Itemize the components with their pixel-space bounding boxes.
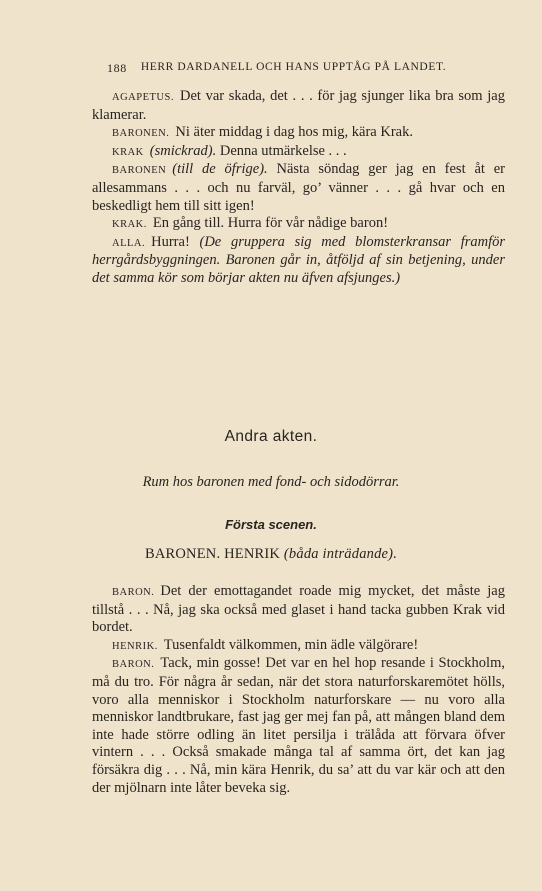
act-setting: Rum hos baronen med fond- och sidodörrar. — [142, 474, 400, 490]
dialogue-line — [92, 88, 505, 124]
speaker-name: BARON. — [112, 659, 155, 671]
speaker-name: ALLA. — [112, 237, 146, 249]
dialogue-line — [92, 655, 505, 797]
stage-direction: (till de öfrige). — [172, 161, 268, 178]
scene-cast — [0, 546, 542, 563]
act-title: Andra akten. — [224, 428, 318, 445]
speaker-name: AGAPETUS. — [112, 92, 174, 103]
dialogue-line — [92, 124, 505, 143]
line-text: Denna utmärkelse . . . — [219, 142, 347, 159]
dialogue-line — [92, 143, 505, 162]
stage-direction: (båda inträdande). — [283, 546, 398, 562]
speaker-name: BARONEN — [112, 165, 167, 177]
line-text: Nästa söndag ger jag en fest åt er allesammans . . . och nu farväl, go’ vänner . . . gå hvar och en beskedligt hem till sitt igen! — [92, 161, 506, 214]
dialogue-line — [92, 215, 505, 234]
page-number: 188 — [107, 61, 127, 75]
speaker-name: BARONEN. — [112, 128, 170, 140]
scene-title: Första scenen. — [225, 517, 317, 532]
line-text: Hurra! — [151, 233, 190, 250]
dialogue-line — [92, 583, 505, 637]
line-text: Det var skada, det . . . för jag sjunger lika bra som jag klamerar. — [92, 88, 505, 123]
speaker-name: KRAK. — [112, 219, 147, 231]
running-header — [107, 61, 480, 76]
line-text: En gång till. Hurra för vår nådige baron! — [152, 215, 389, 232]
line-text: Ni äter middag i dag hos mig, kära Krak. — [175, 124, 413, 141]
running-title: HERR DARDANELL OCH HANS UPPTÅG PÅ LANDET. — [140, 61, 447, 73]
speaker-name: KRAK — [112, 146, 144, 158]
dialogue-line — [92, 234, 505, 288]
dialogue-line — [92, 161, 505, 215]
line-text: Det der emottagandet roade mig mycket, det måste jag tillstå . . . Nå, jag ska också med glaset i hand tacka gubben Krak vid bordet. — [92, 583, 505, 636]
dialogue-line — [92, 637, 505, 656]
stage-direction: (De gruppera sig med blomsterkransar framför herrgårdsbyggningen. Baronen går in, åtföljd af sin betjening, under det samma kör som börjar akten nu äfven afsjunges.) — [92, 233, 506, 286]
stage-direction: (smickrad). — [149, 142, 217, 159]
line-text: Tusenfaldt välkommen, min ädle välgörare! — [163, 636, 419, 653]
dialogue-block-top — [92, 88, 505, 288]
speaker-name: BARON. — [112, 587, 155, 598]
line-text: Tack, min gosse! Det var en hel hop resande i Stockholm, må du tro. För några år sedan, när det stora naturforskaremötet hölls, voro alla menniskor i Stockholm naturforskare — nu voro alla menniskor landtbrukare, fast jag ger mej fan på, att mången bland dem inte hade större odling än litet persilja i trälåda att förvara öfver vintern . . . Också smakade många tal af samma ört, det kan jag försäkra dig . . . Nå, min kära Henrik, du sa’ att du var kär och att den der mjölnarn inte låter beveka sig. — [92, 655, 505, 796]
dialogue-block-bottom — [92, 583, 505, 797]
cast-names: BARONEN. HENRIK — [144, 546, 281, 562]
speaker-name: HENRIK. — [112, 640, 158, 652]
